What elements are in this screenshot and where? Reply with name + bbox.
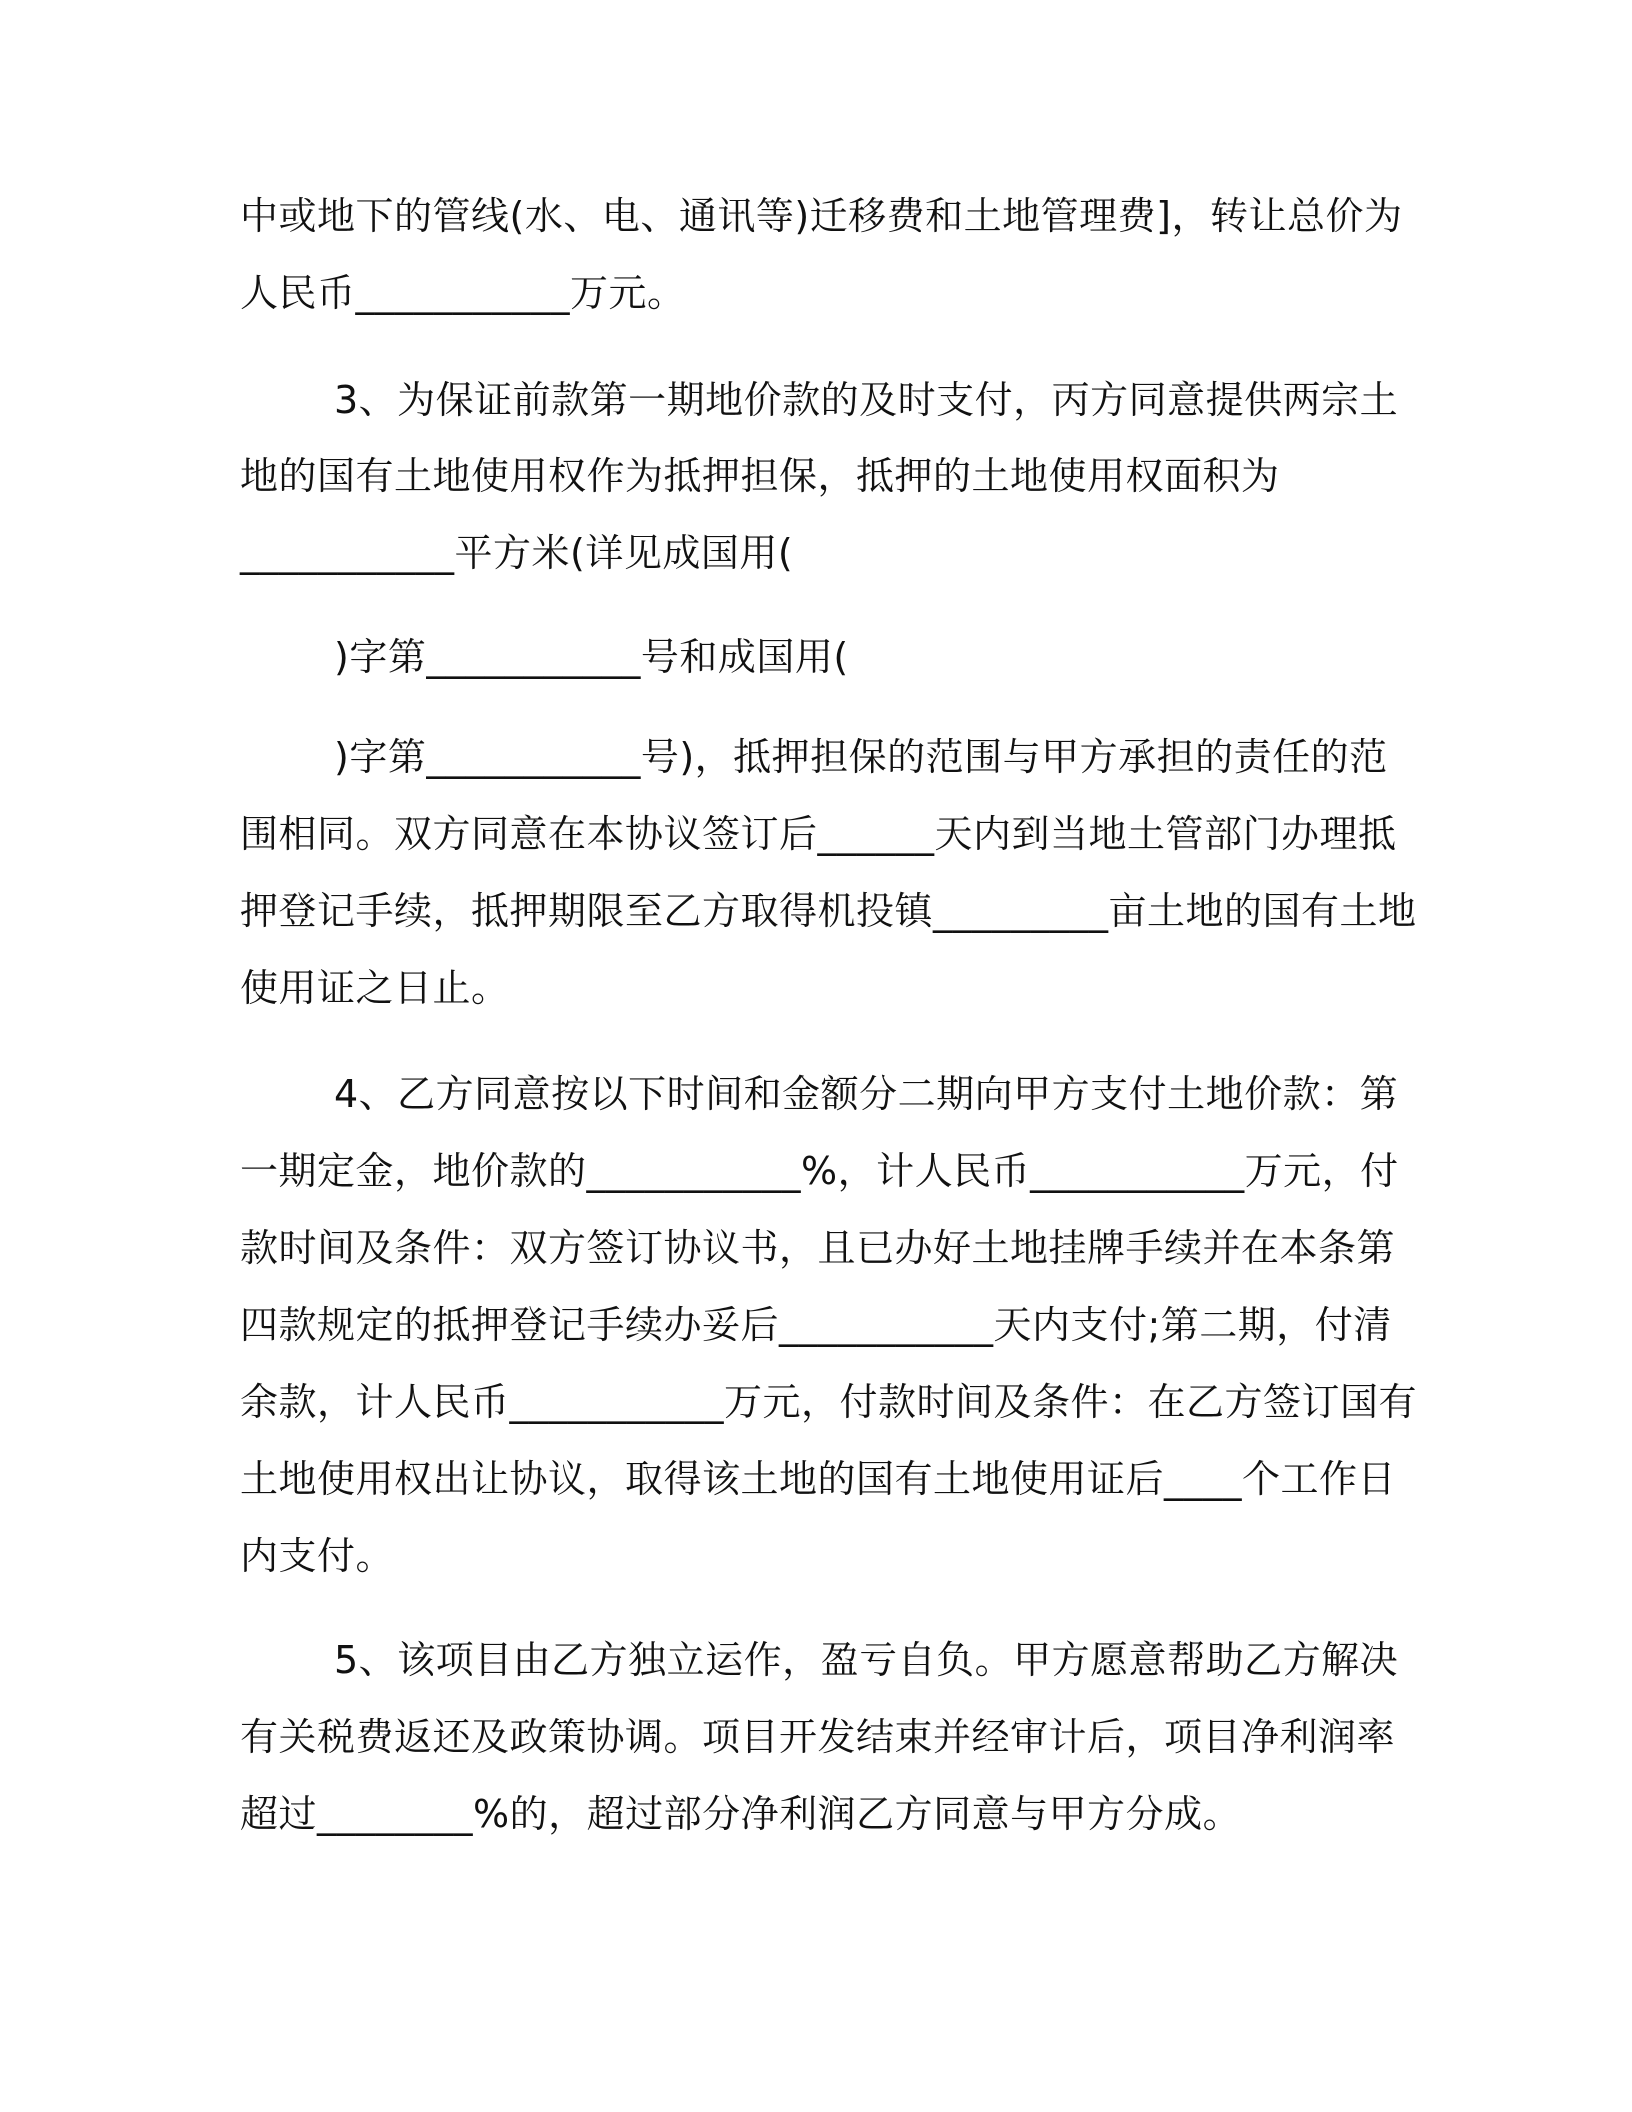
text-line: 四款规定的抵押登记手续办妥后___________天内支付;第二期，付清 <box>240 1303 1392 1347</box>
text-line: 地的国有土地使用权作为抵押担保，抵押的土地使用权面积为 <box>240 454 1280 498</box>
paragraph-5-start: 5、该项目由乙方独立运作，盈亏自负。甲方愿意帮助乙方解决 <box>334 1638 1399 1682</box>
text-line: 押登记手续，抵押期限至乙方取得机投镇_________亩土地的国有土地 <box>240 889 1417 933</box>
paragraph-4-start: 4、乙方同意按以下时间和金额分二期向甲方支付土地价款：第 <box>334 1072 1399 1116</box>
text-line: 款时间及条件：双方签订协议书，且已办好土地挂牌手续并在本条第 <box>240 1226 1396 1270</box>
text-line: 一期定金，地价款的___________%，计人民币___________万元，付 <box>240 1149 1399 1193</box>
text-line: 土地使用权出让协议，取得该土地的国有土地使用证后____个工作日 <box>240 1457 1397 1501</box>
text-line: 超过________%的，超过部分净利润乙方同意与甲方分成。 <box>240 1792 1242 1836</box>
text-line: )字第___________号)，抵押担保的范围与甲方承担的责任的范 <box>334 735 1388 779</box>
text-line: 中或地下的管线(水、电、通讯等)迁移费和土地管理费]，转让总价为 <box>240 194 1403 238</box>
text-line: )字第___________号和成国用( <box>334 635 849 679</box>
text-line: 围相同。双方同意在本协议签订后______天内到当地土管部门办理抵 <box>240 812 1397 856</box>
text-line: 内支付。 <box>240 1534 395 1578</box>
text-line: 使用证之日止。 <box>240 966 510 1010</box>
text-line: 有关税费返还及政策协调。项目开发结束并经审计后，项目净利润率 <box>240 1715 1396 1759</box>
text-line: 余款，计人民币___________万元，付款时间及条件：在乙方签订国有 <box>240 1380 1418 1424</box>
text-line: ___________平方米(详见成国用( <box>240 531 794 575</box>
text-line: 人民币___________万元。 <box>240 271 686 315</box>
paragraph-3-start: 3、为保证前款第一期地价款的及时支付，丙方同意提供两宗土 <box>334 378 1399 422</box>
